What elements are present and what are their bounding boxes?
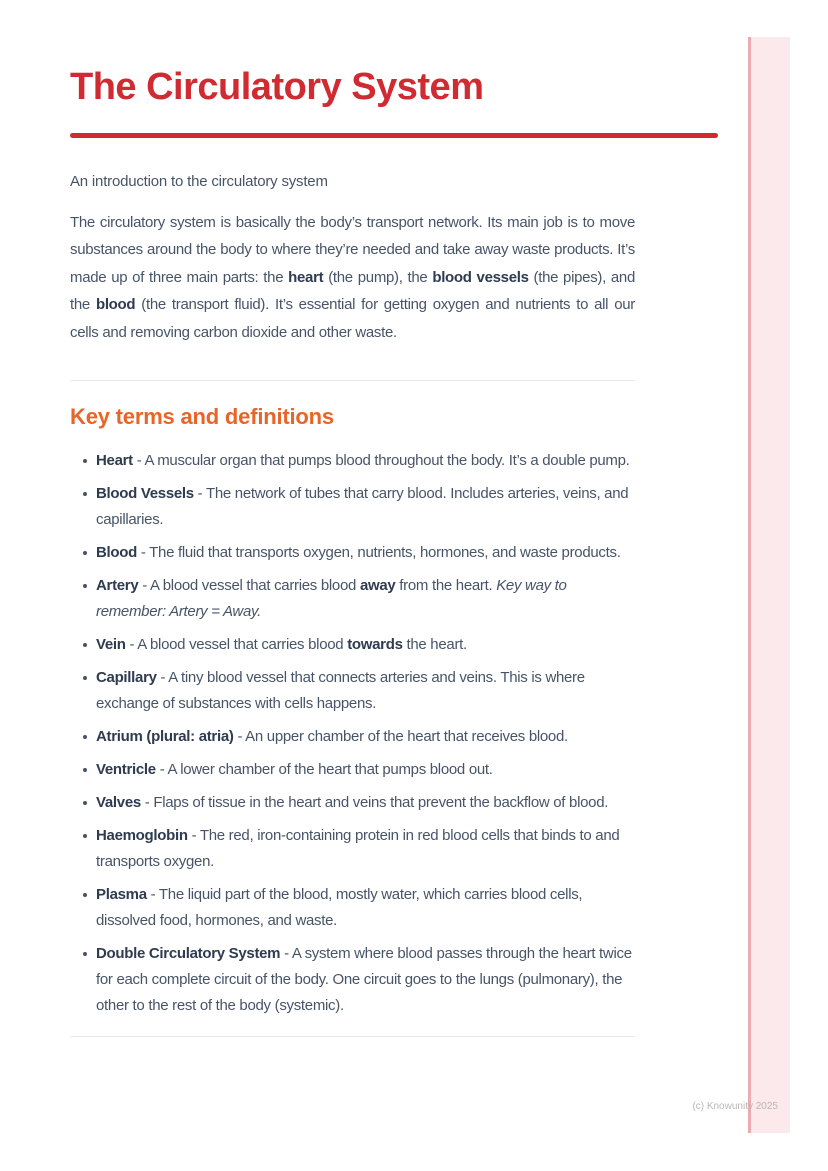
term-definition: Double Circulatory System - A system where blood passes through the heart twice for each complete circuit of the body. One circuit goes to the lungs (pulmonary), the other to the rest of the body (systemic). — [96, 944, 632, 1014]
bullet-icon — [83, 584, 87, 588]
key-term-item — [70, 665, 635, 717]
term-definition: Atrium (plural: atria) - An upper chamber of the heart that receives blood. — [96, 727, 568, 745]
copyright-notice: (c) Knowunity 2025 — [692, 1101, 778, 1112]
bullet-icon — [83, 492, 87, 496]
bullet-icon — [83, 834, 87, 838]
bullet-icon — [83, 676, 87, 680]
bullet-icon — [83, 551, 87, 555]
key-term-item — [70, 823, 635, 875]
section-heading: Key terms and definitions — [70, 404, 334, 429]
bullet-icon — [83, 952, 87, 956]
term-definition: Blood - The fluid that transports oxygen, nutrients, hormones, and waste products. — [96, 543, 621, 561]
key-term-item — [70, 573, 635, 625]
term-definition: Capillary - A tiny blood vessel that connects arteries and veins. This is where exchange of substances with cells happens. — [96, 668, 585, 712]
document-subtitle: An introduction to the circulatory system — [70, 172, 328, 190]
key-term-item — [70, 632, 635, 658]
bullet-icon — [83, 801, 87, 805]
key-term-item — [70, 757, 635, 783]
bullet-icon — [83, 459, 87, 463]
term-definition: Blood Vessels - The network of tubes that carry blood. Includes arteries, veins, and capillaries. — [96, 484, 629, 528]
term-definition: Heart - A muscular organ that pumps blood throughout the body. It’s a double pump. — [96, 451, 630, 469]
bullet-icon — [83, 735, 87, 739]
title-rule — [70, 133, 718, 138]
intro-paragraph: The circulatory system is basically the body’s transport network. Its main job is to move substances around the body to where they’re needed and take away waste products. It’s made up of three main parts: the heart (the pump), the blood vessels (the pipes), and the blood (the transport fluid). It’s essential for getting oxygen and nutrients to all our cells and removing carbon dioxide and other waste. — [70, 213, 635, 341]
key-term-item — [70, 941, 635, 1019]
key-term-item — [70, 724, 635, 750]
term-definition: Artery - A blood vessel that carries blood away from the heart. Key way to remember: Artery = Away. — [96, 576, 567, 620]
key-term-item — [70, 448, 635, 474]
section-divider-bottom — [70, 1036, 635, 1037]
page-title: The Circulatory System — [70, 66, 484, 108]
key-term-item — [70, 882, 635, 934]
bullet-icon — [83, 643, 87, 647]
bullet-icon — [83, 893, 87, 897]
key-terms-list — [70, 448, 635, 1019]
term-definition: Vein - A blood vessel that carries blood towards the heart. — [96, 635, 467, 653]
term-definition: Valves - Flaps of tissue in the heart and veins that prevent the backflow of blood. — [96, 793, 609, 811]
key-term-item — [70, 790, 635, 816]
term-definition: Plasma - The liquid part of the blood, mostly water, which carries blood cells, dissolved food, hormones, and waste. — [96, 885, 583, 929]
document-content — [70, 0, 635, 1037]
term-definition: Ventricle - A lower chamber of the heart that pumps blood out. — [96, 760, 493, 778]
bullet-icon — [83, 768, 87, 772]
key-term-item — [70, 540, 635, 566]
accent-bar — [748, 37, 790, 1133]
section-divider-top — [70, 380, 635, 381]
key-term-item — [70, 481, 635, 533]
term-definition: Haemoglobin - The red, iron-containing protein in red blood cells that binds to and transports oxygen. — [96, 826, 620, 870]
